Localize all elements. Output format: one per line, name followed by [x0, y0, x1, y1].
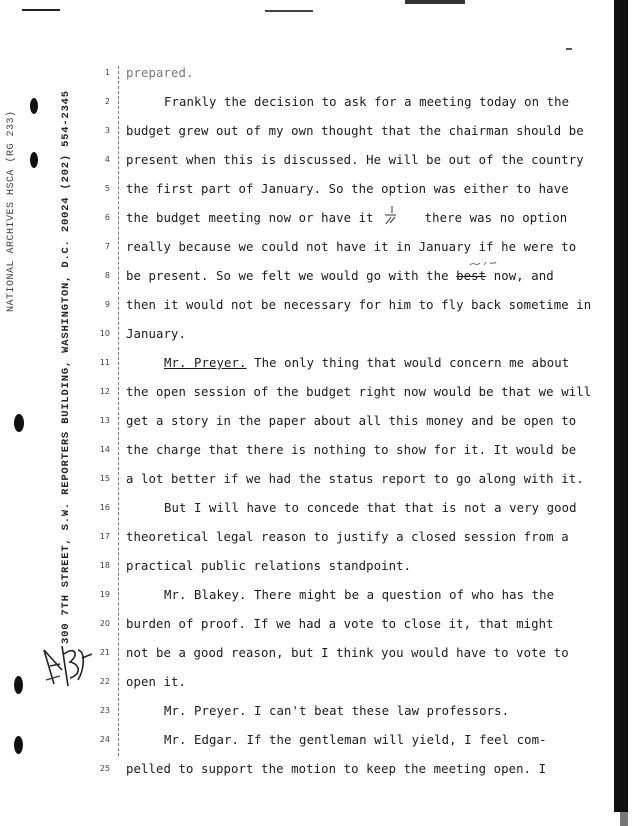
transcript-line: theoretical legal reason to justify a closed session from a	[126, 530, 569, 544]
line-number: 16	[99, 503, 110, 512]
line-number: 25	[99, 764, 110, 773]
line-text-part: be present. So we felt we would go with the	[126, 269, 449, 283]
line-number: 10	[99, 329, 110, 338]
transcript-line: But I will have to concede that that is not a very good	[164, 501, 577, 515]
line-number: 2	[104, 97, 110, 106]
transcript-line: a lot better if we had the status report to go along with it.	[126, 472, 584, 486]
line-number: 17	[99, 532, 110, 541]
line-number: 3	[104, 126, 110, 135]
transcript-line: really because we could not have it in January if he were to	[126, 240, 577, 254]
struck-word: best	[456, 269, 487, 283]
transcript-line: prepared.	[126, 66, 194, 80]
transcript-line: the charge that there is nothing to show for it. It would be	[126, 443, 577, 457]
handwritten-fraction-mark	[382, 205, 398, 225]
line-text-part: the budget meeting now or have it	[126, 211, 374, 225]
scan-artifact-top-left	[22, 9, 60, 11]
reporter-address-stamp: 300 7TH STREET, S.W. REPORTERS BUILDING, WASHINGTON, D.C. 20024 (202) 554-2345	[60, 90, 72, 644]
transcript-line	[164, 356, 569, 370]
scan-artifact-top-dark	[405, 0, 465, 4]
line-number: 18	[99, 561, 110, 570]
line-text-part: there was no option	[424, 211, 568, 225]
handwritten-insertion-mark	[468, 259, 498, 269]
line-number: 20	[99, 619, 110, 628]
scan-edge-shadow-bottom	[620, 812, 628, 826]
transcript-line: pelled to support the motion to keep the meeting open. I	[126, 762, 547, 776]
transcript-line: open it.	[126, 675, 187, 689]
line-number: 6	[104, 213, 110, 222]
archive-stamp: NATIONAL ARCHIVES HSCA (RG 233)	[6, 110, 17, 312]
line-number: 14	[99, 445, 110, 454]
transcript-line: January.	[126, 327, 187, 341]
line-number: 24	[99, 735, 110, 744]
line-number: 19	[99, 590, 110, 599]
line-number: 5	[104, 184, 110, 193]
transcript-line: get a story in the paper about all this money and be open to	[126, 414, 577, 428]
line-number: 12	[99, 387, 110, 396]
binder-hole-2	[30, 152, 38, 168]
line-text-part: The only thing that would concern me about	[254, 356, 570, 370]
line-number: 1	[104, 68, 110, 77]
transcript-line: practical public relations standpoint.	[126, 559, 412, 573]
line-number: 13	[99, 416, 110, 425]
binder-hole-3	[14, 414, 24, 432]
line-number: 11	[99, 358, 110, 367]
line-number: 15	[99, 474, 110, 483]
transcript-line: the open session of the budget right now would be that we will	[126, 385, 592, 399]
transcript-line: burden of proof. If we had a vote to close it, that might	[126, 617, 554, 631]
line-number: 8	[104, 271, 110, 280]
binder-hole-4	[14, 676, 23, 694]
transcript-line: not be a good reason, but I think you would have to vote to	[126, 646, 569, 660]
scan-edge-shadow	[614, 0, 628, 812]
transcript-line: Mr. Blakey. There might be a question of who has the	[164, 588, 555, 602]
transcript-line: Mr. Preyer. I can't beat these law professors.	[164, 704, 510, 718]
line-number: 7	[104, 242, 110, 251]
binder-hole-1	[30, 98, 38, 114]
line-number: 23	[99, 706, 110, 715]
transcript-line: budget grew out of my own thought that the chairman should be	[126, 124, 584, 138]
transcript-line: the first part of January. So the option was either to have	[126, 182, 569, 196]
transcript-line	[126, 211, 567, 225]
speaker-name: Mr. Preyer.	[164, 356, 247, 370]
scan-artifact-top-mid	[265, 10, 313, 12]
line-number: 9	[104, 300, 110, 309]
transcript-line	[126, 269, 554, 283]
line-number: 4	[104, 155, 110, 164]
transcript-line: present when this is discussed. He will be out of the country	[126, 153, 584, 167]
transcript-line: Mr. Edgar. If the gentleman will yield, I feel com-	[164, 733, 547, 747]
transcript-line: then it would not be necessary for him to fly back sometime in	[126, 298, 592, 312]
stray-mark	[566, 48, 572, 50]
line-number: 22	[99, 677, 110, 686]
line-number: 21	[99, 648, 110, 657]
transcript-line: Frankly the decision to ask for a meeting today on the	[164, 95, 570, 109]
binder-hole-5	[14, 736, 23, 754]
line-text-part: now, and	[493, 269, 554, 283]
margin-rule	[118, 66, 120, 756]
